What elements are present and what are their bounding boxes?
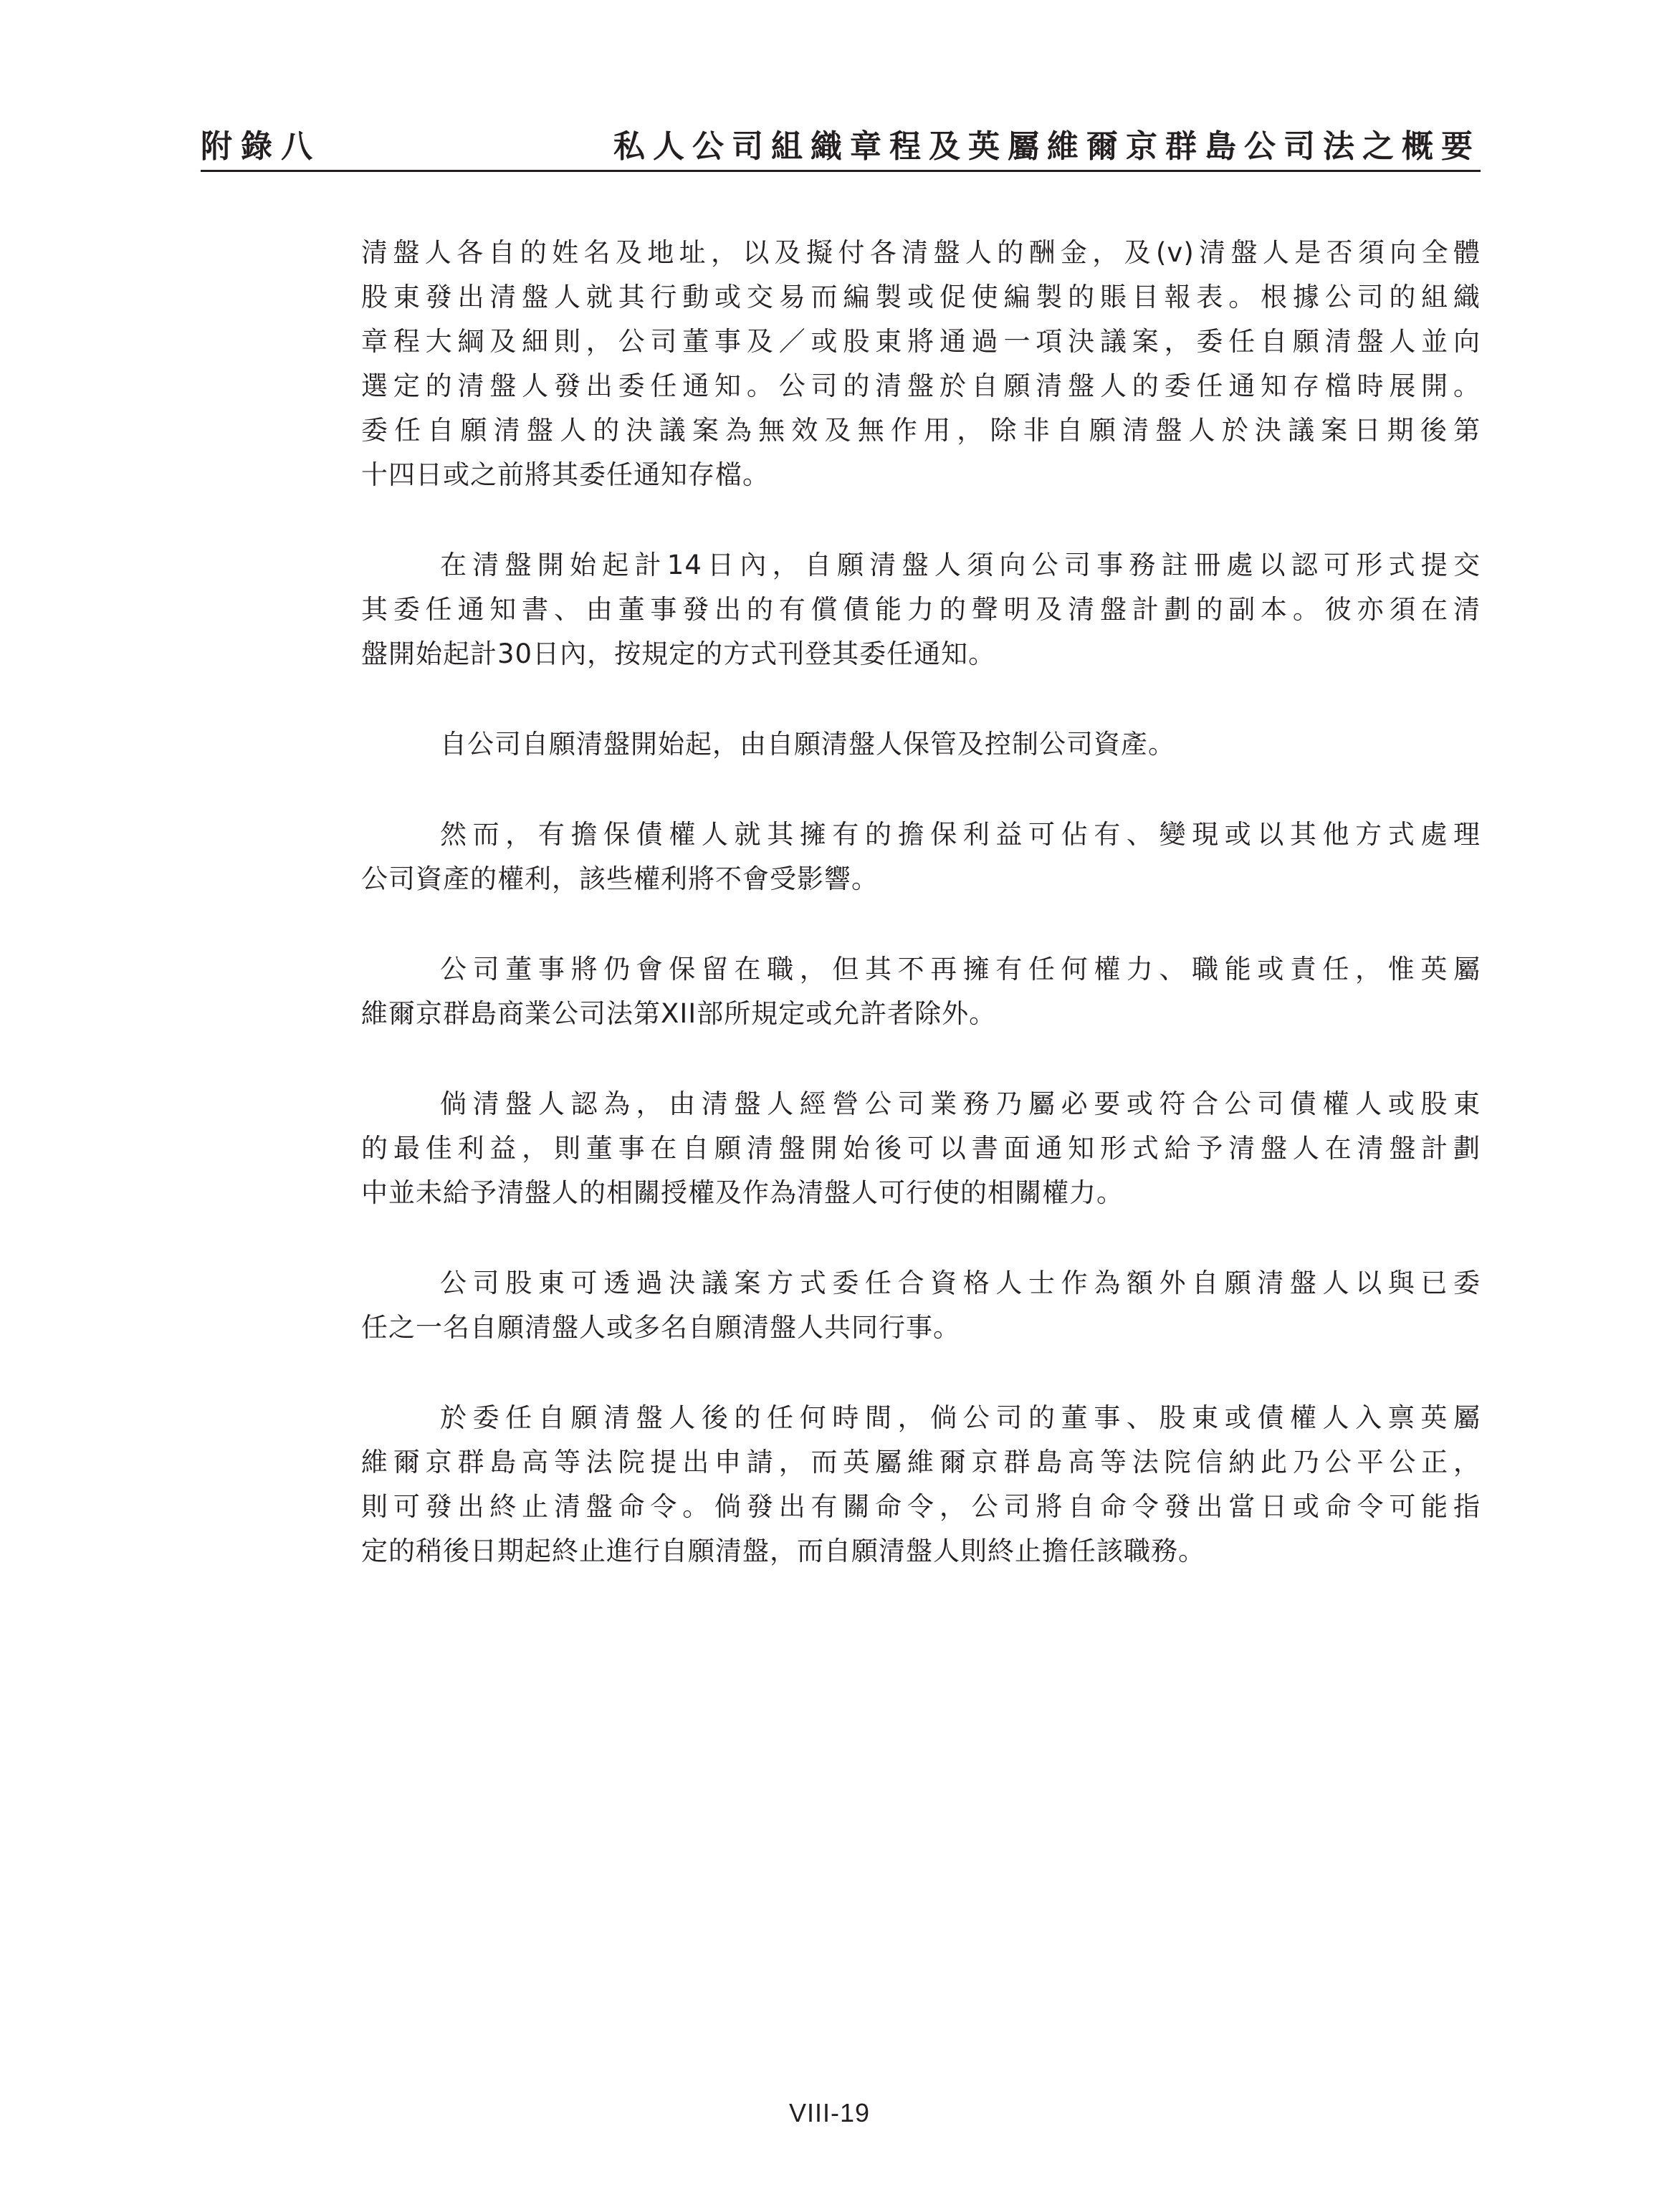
text-line: 定的稍後日期起終止進行自願清盤，而自願清盤人則終止擔任該職務。 (361, 1536, 1205, 1566)
text-line: 然而，有擔保債權人就其擁有的擔保利益可佔有、變現或以其他方式處理 (440, 819, 1481, 850)
page-number: VIII-19 (788, 2098, 871, 2127)
text-line: 維爾京群島高等法院提出申請，而英屬維爾京群島高等法院信納此乃公平公正， (361, 1447, 1481, 1478)
appendix-label: 附錄八 (201, 128, 321, 165)
paragraph-3 (361, 722, 1481, 767)
text-line: 章程大綱及細則，公司董事及／或股東將通過一項決議案，委任自願清盤人並向 (361, 326, 1481, 357)
text-line: 股東發出清盤人就其行動或交易而編製或促使編製的賬目報表。根據公司的組織 (361, 282, 1481, 312)
paragraph-8 (361, 1396, 1481, 1574)
paragraph-1 (361, 231, 1481, 497)
text-line: 倘清盤人認為，由清盤人經營公司業務乃屬必要或符合公司債權人或股東 (440, 1088, 1481, 1119)
text-line: 公司股東可透過決議案方式委任合資格人士作為額外自願清盤人以與已委 (440, 1268, 1481, 1298)
text-line: 十四日或之前將其委任通知存檔。 (361, 459, 770, 490)
paragraph-2 (361, 543, 1481, 676)
text-line: 則可發出終止清盤命令。倘發出有關命令，公司將自命令發出當日或命令可能指 (361, 1491, 1481, 1522)
paragraph-7 (361, 1261, 1481, 1350)
text-line: 公司資產的權利，該些權利將不會受影響。 (361, 863, 879, 894)
text-line: 維爾京群島商業公司法第XII部所規定或允許者除外。 (361, 998, 997, 1029)
paragraph-6 (361, 1082, 1481, 1215)
text-line: 任之一名自願清盤人或多名自願清盤人共同行事。 (361, 1312, 960, 1343)
text-line: 委任自願清盤人的決議案為無效及無作用，除非自願清盤人於決議案日期後第 (361, 415, 1481, 446)
text-line: 中並未給予清盤人的相關授權及作為清盤人可行使的相關權力。 (361, 1177, 1124, 1208)
paragraph-5 (361, 947, 1481, 1036)
text-line: 選定的清盤人發出委任通知。公司的清盤於自願清盤人的委任通知存檔時展開。 (361, 370, 1481, 401)
text-line: 盤開始起計30日內，按規定的方式刊登其委任通知。 (361, 638, 996, 669)
body-text (361, 231, 1481, 1619)
text-line: 於委任自願清盤人後的任何時間，倘公司的董事、股東或債權人入禀英屬 (440, 1402, 1481, 1433)
text-line: 的最佳利益，則董事在自願清盤開始後可以書面通知形式給予清盤人在清盤計劃 (361, 1133, 1481, 1164)
text-line: 公司董事將仍會保留在職，但其不再擁有任何權力、職能或責任，惟英屬 (440, 954, 1481, 985)
text-line: 清盤人各自的姓名及地址，以及擬付各清盤人的酬金，及(v)清盤人是否須向全體 (361, 237, 1481, 268)
text-line: 其委任通知書、由董事發出的有償債能力的聲明及清盤計劃的副本。彼亦須在清 (361, 594, 1481, 625)
text-line: 在清盤開始起計14日內，自願清盤人須向公司事務註冊處以認可形式提交 (440, 550, 1481, 580)
header-divider (201, 170, 1481, 172)
text-line: 自公司自願清盤開始起，由自願清盤人保管及控制公司資產。 (440, 729, 1175, 760)
page-header (201, 107, 1481, 165)
paragraph-4 (361, 813, 1481, 901)
header-title: 私人公司組織章程及英屬維爾京群島公司法之概要 (613, 128, 1481, 165)
